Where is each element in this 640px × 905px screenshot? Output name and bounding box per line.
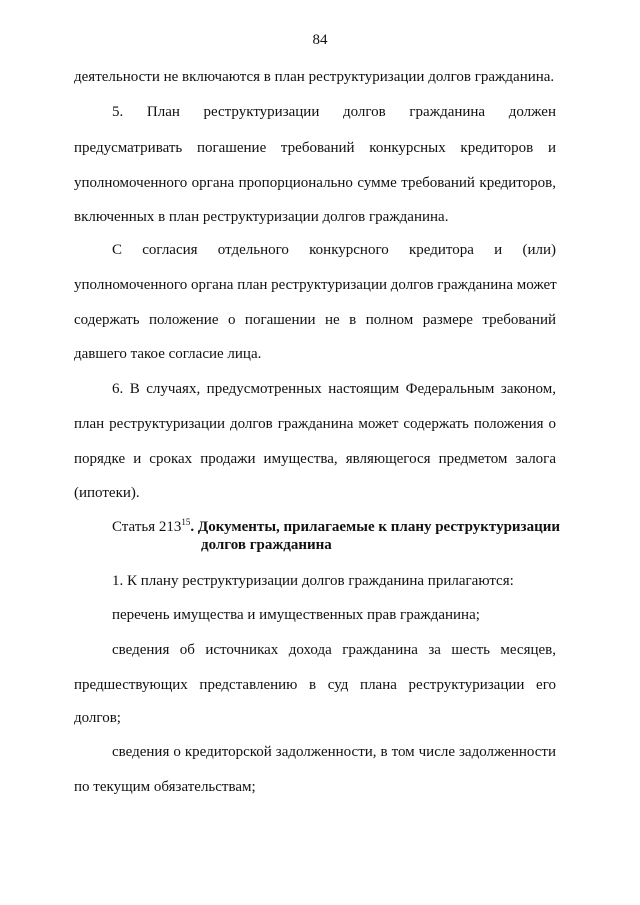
text-line: (ипотеки).: [74, 485, 140, 501]
text-line: включенных в план реструктуризации долгов гражданина.: [74, 209, 449, 225]
text-line: деятельности не включаются в план реструктуризации долгов гражданина.: [74, 69, 555, 85]
text-line: давшего такое согласие лица.: [74, 346, 262, 362]
text-line: сведения об источниках дохода гражданина за шесть месяцев,: [112, 642, 556, 658]
text-line: 1. К плану реструктуризации долгов гражданина прилагаются:: [112, 573, 514, 589]
text-line: порядке и сроках продажи имущества, являющегося предметом залога: [74, 451, 556, 467]
page-number: 84: [312, 32, 328, 48]
article-number: Статья 213: [112, 519, 182, 535]
article-title: . Документы, прилагаемые к плану реструктуризации: [190, 519, 561, 535]
text-line: план реструктуризации долгов гражданина может содержать положения о: [74, 416, 556, 432]
text-line: по текущим обязательствам;: [74, 779, 256, 795]
article-heading: [112, 518, 572, 536]
text-line: предусматривать погашение требований конкурсных кредиторов и: [74, 140, 556, 156]
text-line: С согласия отдельного конкурсного кредитора и (или): [112, 242, 556, 258]
text-line: содержать положение о погашении не в полном размере требований: [74, 312, 556, 328]
text-line: 5. План реструктуризации долгов гражданина должен: [112, 104, 556, 120]
text-line: предшествующих представлению в суд плана реструктуризации его: [74, 677, 556, 693]
text-line: сведения о кредиторской задолженности, в том числе задолженности: [112, 744, 556, 760]
article-number-superscript: 15: [181, 517, 191, 527]
article-title-continuation: долгов гражданина: [201, 537, 332, 553]
text-line: перечень имущества и имущественных прав гражданина;: [112, 607, 480, 623]
text-line: уполномоченного органа план реструктуризации долгов гражданина может: [74, 277, 557, 293]
text-line: уполномоченного органа пропорционально сумме требований кредиторов,: [74, 175, 556, 191]
text-line: долгов;: [74, 710, 121, 726]
text-line: 6. В случаях, предусмотренных настоящим Федеральным законом,: [112, 381, 556, 397]
